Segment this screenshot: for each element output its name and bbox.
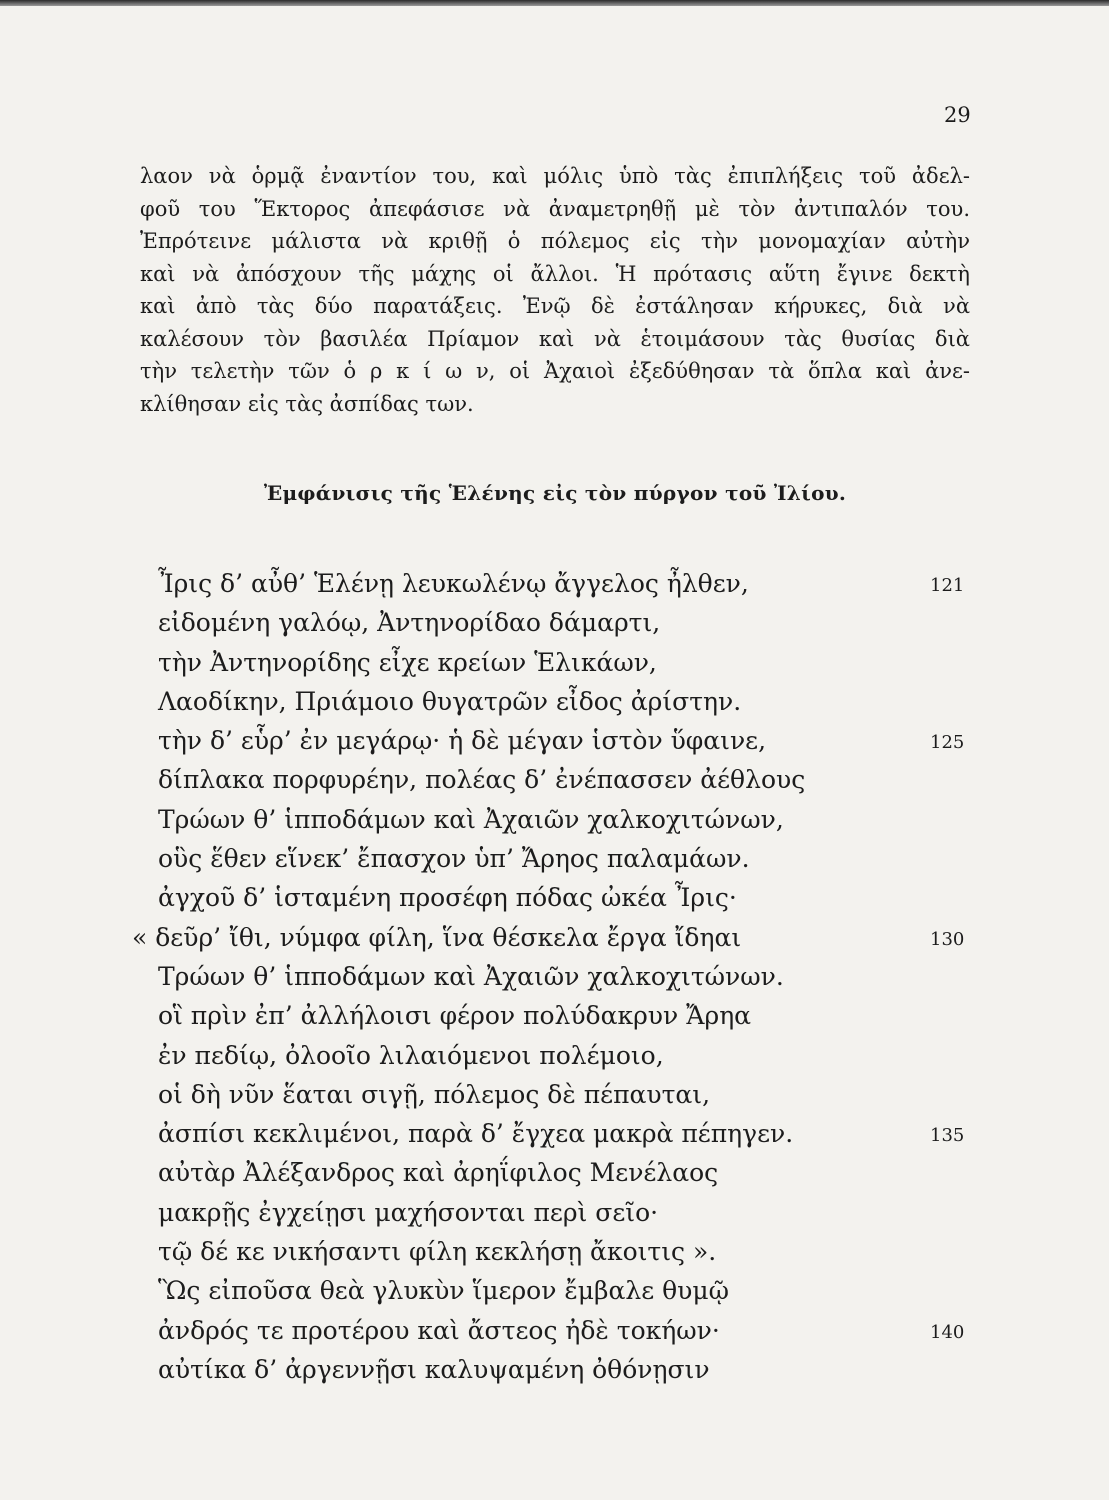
verse-text: αὐτὰρ Ἀλέξανδρος καὶ ἀρηΐφιλος Μενέλαος bbox=[158, 1158, 719, 1188]
verse-line bbox=[0, 839, 1109, 878]
verse-text: δίπλακα πορφυρέην, πολέας δ’ ἐνέπασσεν ἀέθλους bbox=[158, 765, 806, 795]
prose-line: καὶ νὰ ἀπόσχουν τῆς μάχης οἱ ἄλλοι. Ἡ πρότασις αὕτη ἔγινε δεκτὴ bbox=[140, 261, 970, 286]
verse-text: οἱ δὴ νῦν ἕαται σιγῇ, πόλεμος δὲ πέπαυται, bbox=[158, 1079, 711, 1109]
verse-line bbox=[0, 1350, 1109, 1389]
verse-line-number: 125 bbox=[930, 732, 965, 754]
verse-line bbox=[0, 1075, 1109, 1114]
verse-line bbox=[0, 603, 1109, 642]
page-top-edge bbox=[0, 0, 1109, 6]
verse-text: Τρώων θ’ ἱπποδάμων καὶ Ἀχαιῶν χαλκοχιτώνων. bbox=[158, 961, 784, 991]
verse-line-number: 121 bbox=[930, 575, 965, 596]
verse-text: ἀσπίσι κεκλιμένοι, παρὰ δ’ ἔγχεα μακρὰ πέπηγεν. bbox=[158, 1119, 794, 1149]
prose-line: καὶ ἀπὸ τὰς δύο παρατάξεις. Ἐνῷ δὲ ἐστάλησαν κήρυκες, διὰ νὰ bbox=[140, 294, 970, 318]
prose-paragraph bbox=[140, 160, 970, 420]
verse-text: μακρῇς ἐγχείῃσι μαχήσονται περὶ σεῖο· bbox=[158, 1197, 659, 1227]
prose-line: τὴν τελετὴν τῶν ὁ ρ κ ί ω ν, οἱ Ἀχαιοὶ ἐξεδύθησαν τὰ ὅπλα καὶ ἀνε- bbox=[140, 359, 970, 383]
prose-line: φοῦ του Ἕκτορος ἀπεφάσισε νὰ ἀναμετρηθῇ μὲ τὸν ἀντιπαλόν του. bbox=[140, 196, 970, 221]
verse-line bbox=[0, 1036, 1109, 1075]
verse-line bbox=[0, 800, 1109, 839]
verse-text: οὓς ἕθεν εἵνεκ’ ἔπασχον ὑπ’ Ἄρηος παλαμάων. bbox=[158, 844, 750, 874]
verse-line bbox=[0, 1271, 1109, 1310]
verse-line-number: 130 bbox=[930, 928, 965, 950]
verse-text: Ἶρις δ’ αὖθ’ Ἑλένῃ λευκωλένῳ ἄγγελος ἦλθεν, bbox=[158, 569, 749, 598]
prose-line: Ἐπρότεινε μάλιστα νὰ κριθῇ ὁ πόλεμος εἰς τὴν μονομαχίαν αὐτὴν bbox=[140, 229, 970, 253]
verse-line bbox=[0, 996, 1109, 1035]
verse-text: ἀνδρός τε προτέρου καὶ ἄστεος ἠδὲ τοκήων· bbox=[158, 1315, 720, 1345]
verse-line-number: 135 bbox=[930, 1125, 965, 1147]
prose-line: κλίθησαν εἰς τὰς ἀσπίδας των. bbox=[140, 391, 474, 416]
verse-line bbox=[0, 918, 1109, 957]
verse-line-number: 140 bbox=[930, 1321, 965, 1343]
section-heading: Ἐμφάνισις τῆς Ἑλένης εἰς τὸν πύργον τοῦ Ἰλίου. bbox=[263, 481, 847, 505]
verse-text: « δεῦρ’ ἴθι, νύμφα φίλη, ἵνα θέσκελα ἔργα ἴδηαι bbox=[132, 922, 742, 952]
verse-line bbox=[0, 1311, 1109, 1350]
verse-block bbox=[0, 564, 1109, 1389]
verse-text: Τρώων θ’ ἱπποδάμων καὶ Ἀχαιῶν χαλκοχιτώνων, bbox=[158, 804, 784, 834]
verse-text: οἳ πρὶν ἐπ’ ἀλλήλοισι φέρον πολύδακρυν Ἄρηα bbox=[158, 1001, 752, 1031]
verse-text: τῷ δέ κε νικήσαντι φίλη κεκλήσῃ ἄκοιτις ». bbox=[158, 1237, 717, 1267]
verse-line bbox=[0, 957, 1109, 996]
verse-text: Λαοδίκην, Πριάμοιο θυγατρῶν εἶδος ἀρίστην. bbox=[158, 686, 742, 716]
verse-text: αὐτίκα δ’ ἀργεννῇσι καλυψαμένη ὀθόνῃσιν bbox=[158, 1354, 710, 1384]
verse-line bbox=[0, 721, 1109, 760]
prose-line: καλέσουν τὸν βασιλέα Πρίαμον καὶ νὰ ἑτοιμάσουν τὰς θυσίας διὰ bbox=[140, 326, 970, 351]
verse-text: Ὣς εἰποῦσα θεὰ γλυκὺν ἵμερον ἔμβαλε θυμῷ bbox=[158, 1276, 729, 1306]
verse-line bbox=[0, 1193, 1109, 1232]
verse-line bbox=[0, 564, 1109, 603]
verse-text: ἐν πεδίῳ, ὀλοοῖο λιλαιόμενοι πολέμοιο, bbox=[158, 1040, 664, 1070]
verse-text: τὴν Ἀντηνορίδης εἶχε κρείων Ἑλικάων, bbox=[158, 647, 657, 677]
verse-line bbox=[0, 643, 1109, 682]
verse-line bbox=[0, 1232, 1109, 1271]
verse-line bbox=[0, 1153, 1109, 1192]
verse-text: εἰδομένη γαλόῳ, Ἀντηνορίδαο δάμαρτι, bbox=[158, 608, 661, 638]
verse-line bbox=[0, 878, 1109, 917]
verse-line bbox=[0, 1114, 1109, 1153]
prose-line: λαον νὰ ὁρμᾷ ἐναντίον του, καὶ μόλις ὑπὸ τὰς ἐπιπλήξεις τοῦ ἀδελ- bbox=[140, 164, 970, 188]
verse-text: τὴν δ’ εὗρ’ ἐν μεγάρῳ· ἡ δὲ μέγαν ἱστὸν ὕφαινε, bbox=[158, 726, 767, 756]
verse-line bbox=[0, 682, 1109, 721]
verse-line bbox=[0, 760, 1109, 799]
page-number: 29 bbox=[944, 103, 971, 127]
verse-text: ἀγχοῦ δ’ ἱσταμένη προσέφη πόδας ὠκέα Ἶρις· bbox=[158, 883, 737, 913]
